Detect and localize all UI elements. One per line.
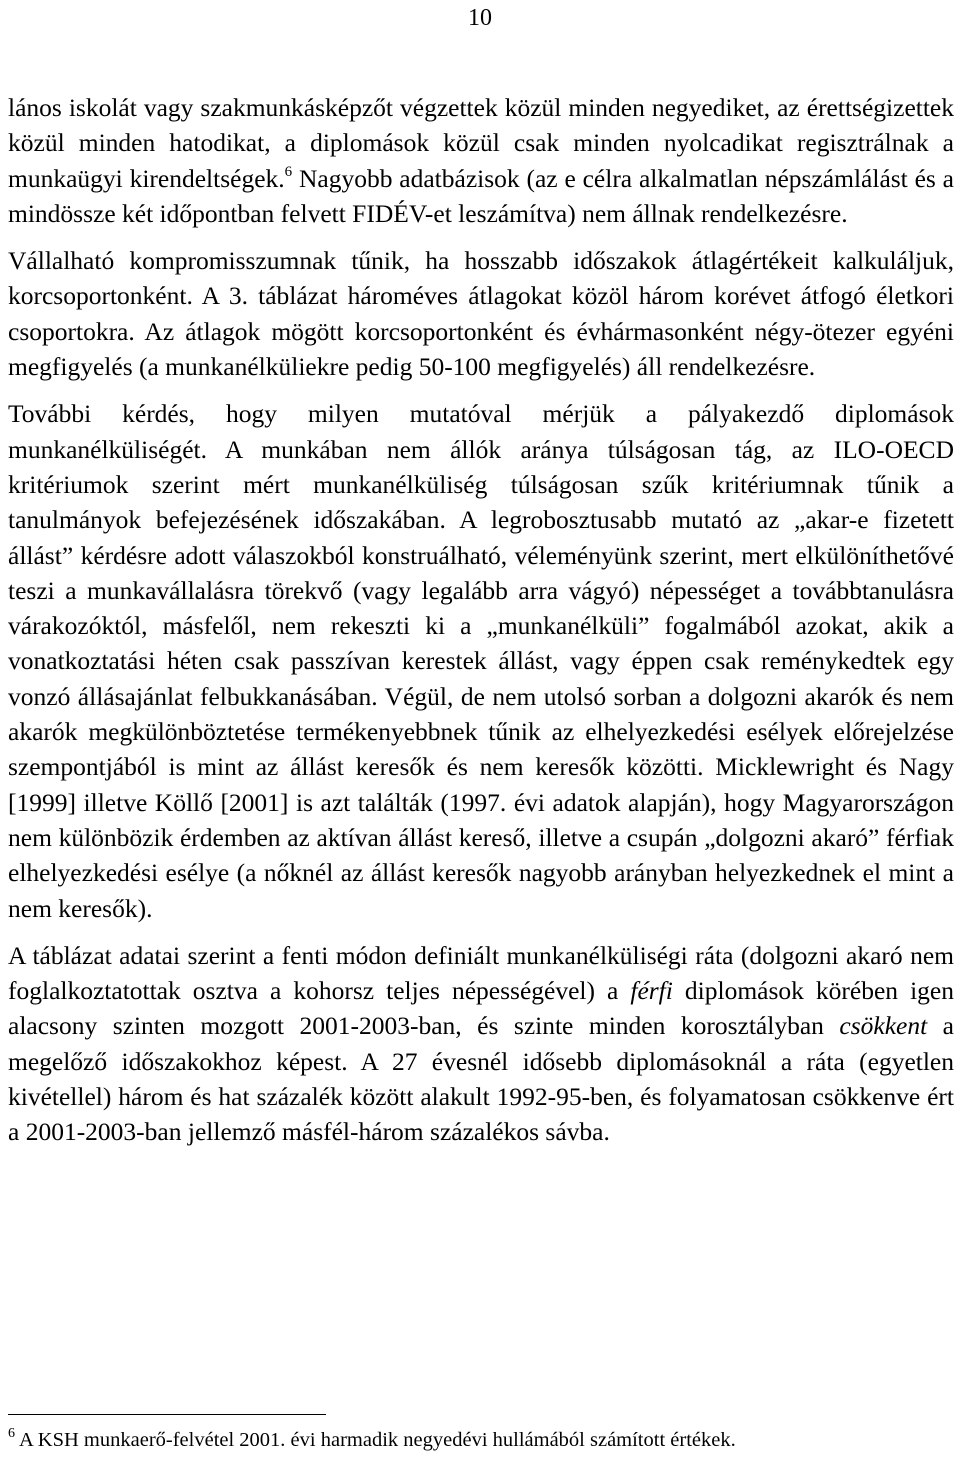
paragraph-4-text-b: diplomások körében igen alacsony szinten mozgott 2001-2003-ban, és szinte minden korosztályban	[8, 976, 954, 1041]
paragraph-3: További kérdés, hogy milyen mutatóval mérjük a pályakezdő diplomások munkanélküliségét. A munkában nem állók aránya túlságosan tág, az ILO-OECD kritériumok szerint mért munkanélküliség túlságosan szűk kritériumnak tűnik a tanulmányok befejezésének időszakában. A legrobosztusabb mutató az „akar-e fizetett állást” kérdésre adott válaszokból konstruálható, véleményünk szerint, mert elkülöníthetővé teszi a munkavállalásra törekvő (vagy legalább arra vágyó) népességet a továbbtanulásra várakozóktól, másfelől, nem rekeszti ki a „munkanélküli” fogalmából azokat, akik a vonatkoztatási héten csak passzívan kerestek állást, vagy éppen csak reménykedtek egy vonzó állásajánlat felbukkanásában. Végül, de nem utolsó sorban a dolgozni akarók és nem akarók megkülönböztetése termékenyebbnek tűnik az elhelyezkedési esélyek előrejelzése szempontjából is mint az állást keresők és nem keresők közötti. Micklewright és Nagy [1999] illetve Köllő [2001] is azt találták (1997. évi adatok alapján), hogy Magyarországon nem különbözik érdemben az aktívan állást kereső, illetve a csupán „dolgozni akaró” férfiak elhelyezkedési esélye (a nőknél az állást keresők nagyobb arányban helyezkednek el mint a nem keresők).	[8, 399, 954, 923]
paragraph-4-text-a: A táblázat adatai szerint a fenti módon definiált munkanélküliségi ráta (dolgozni akaró nem foglalkoztatottak osztva a kohorsz teljes népességével) a	[8, 940, 954, 1006]
footnote-text: A KSH munkaerő-felvétel 2001. évi harmadik negyedévi hullámából számított értékek.	[15, 1429, 736, 1451]
footnote	[8, 1425, 954, 1455]
paragraph-1	[8, 90, 954, 231]
footnote-number: 6	[8, 1426, 15, 1441]
body-text	[8, 90, 954, 1162]
paragraph-1-text-b: Nagyobb adatbázisok (az e célra alkalmatlan népszámlálást és a mindössze két időpontban felvett FIDÉV-et leszámítva) nem állnak rendelkezésre.	[8, 163, 954, 228]
footnote-separator	[8, 1414, 326, 1415]
paragraph-1-text-a: lános iskolát vagy szakmunkásképzőt végzettek közül minden negyediket, az érettségizettek közül minden hatodikat, a diplomások közül csak minden nyolcadikat regisztrálnak a munkaügyi kirendeltségek.	[8, 93, 954, 193]
emphasis-ferfi: férfi	[630, 976, 673, 1006]
paragraph-4-text-c: a megelőző időszakokhoz képest. A 27 évesnél idősebb diplomásoknál a ráta (egyetlen kivétellel) három és hat százalék között alakult 1992-95-ben, és folyamatosan csökkenve ért a 2001-2003-ban jellemző másfél-három százalékos sávba.	[8, 1011, 954, 1147]
footnote-reference: 6	[284, 163, 293, 180]
emphasis-csokkent: csökkent	[839, 1011, 928, 1041]
page-number: 10	[468, 5, 492, 31]
paragraph-4	[8, 938, 954, 1150]
paragraph-2: Vállalható kompromisszumnak tűnik, ha hosszabb időszakok átlagértékeit kalkuláljuk, korcsoportonként. A 3. táblázat hároméves átlagokat közöl három korévet átfogó életkori csoportokra. Az átlagok mögött korcsoportonként és évhármasonként négy-ötezer egyéni megfigyelés (a munkanélküliekre pedig 50-100 megfigyelés) áll rendelkezésre.	[8, 246, 954, 382]
